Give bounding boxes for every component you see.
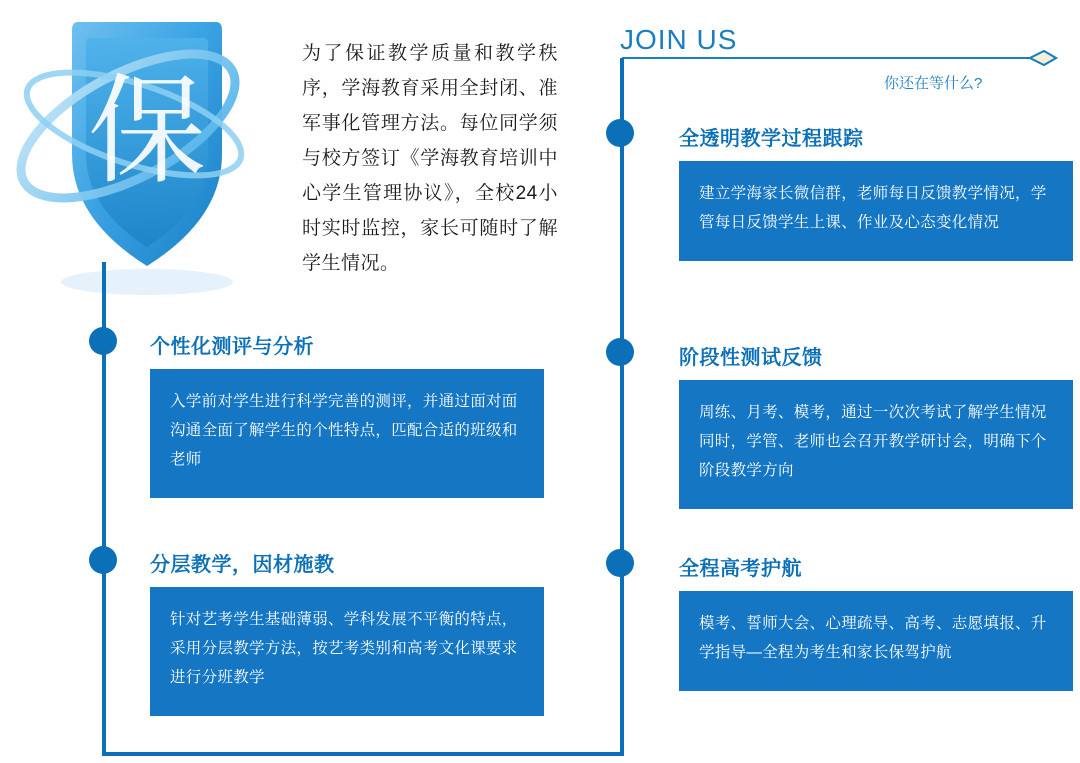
node-dot-right-1 — [606, 119, 634, 147]
block-left-1 — [150, 330, 544, 498]
tagline-text: 你还在等什么? — [884, 75, 983, 92]
block-right-1-body: 建立学海家长微信群，老师每日反馈教学情况，学管每日反馈学生上课、作业及心态变化情况 — [679, 161, 1073, 261]
block-right-3-title: 全程高考护航 — [679, 558, 802, 580]
block-right-2-body: 周练、月考、模考，通过一次次考试了解学生情况同时，学管、老师也会召开教学研讨会，明确下个阶段教学方向 — [679, 380, 1073, 509]
emblem-character: 保 — [87, 67, 207, 198]
node-dot-left-1 — [89, 327, 117, 355]
join-us-heading: JOIN US — [620, 24, 738, 55]
shield-badge-icon — [8, 4, 298, 304]
block-right-3-body: 模考、誓师大会、心理疏导、高考、志愿填报、升学指导—全程为考生和家长保驾护航 — [679, 591, 1073, 691]
block-left-1-title: 个性化测评与分析 — [150, 336, 314, 358]
block-left-2 — [150, 548, 544, 716]
left-bottom-line — [102, 752, 622, 756]
block-right-1-title: 全透明教学过程跟踪 — [679, 128, 864, 150]
block-right-2 — [679, 341, 1073, 509]
ribbon-arrow — [620, 48, 1060, 76]
block-left-1-body: 入学前对学生进行科学完善的测评，并通过面对面沟通全面了解学生的个性特点，匹配合适的班级和老师 — [150, 369, 544, 498]
block-left-2-body: 针对艺考学生基础薄弱、学科发展不平衡的特点，采用分层教学方法，按艺考类别和高考文化课要求进行分班教学 — [150, 587, 544, 716]
node-dot-right-3 — [606, 549, 634, 577]
block-right-1 — [679, 122, 1073, 261]
block-right-3 — [679, 552, 1073, 691]
node-dot-right-2 — [606, 338, 634, 366]
block-right-2-title: 阶段性测试反馈 — [679, 347, 823, 369]
right-spine-line — [620, 58, 624, 756]
intro-paragraph: 为了保证教学质量和教学秩序，学海教育采用全封闭、准军事化管理方法。每位同学须与校方签订《学海教育培训中心学生管理协议》，全校24小时实时监控，家长可随时了解学生情况。 — [302, 43, 558, 274]
block-left-2-title: 分层教学，因材施教 — [150, 554, 335, 576]
node-dot-left-2 — [89, 546, 117, 574]
